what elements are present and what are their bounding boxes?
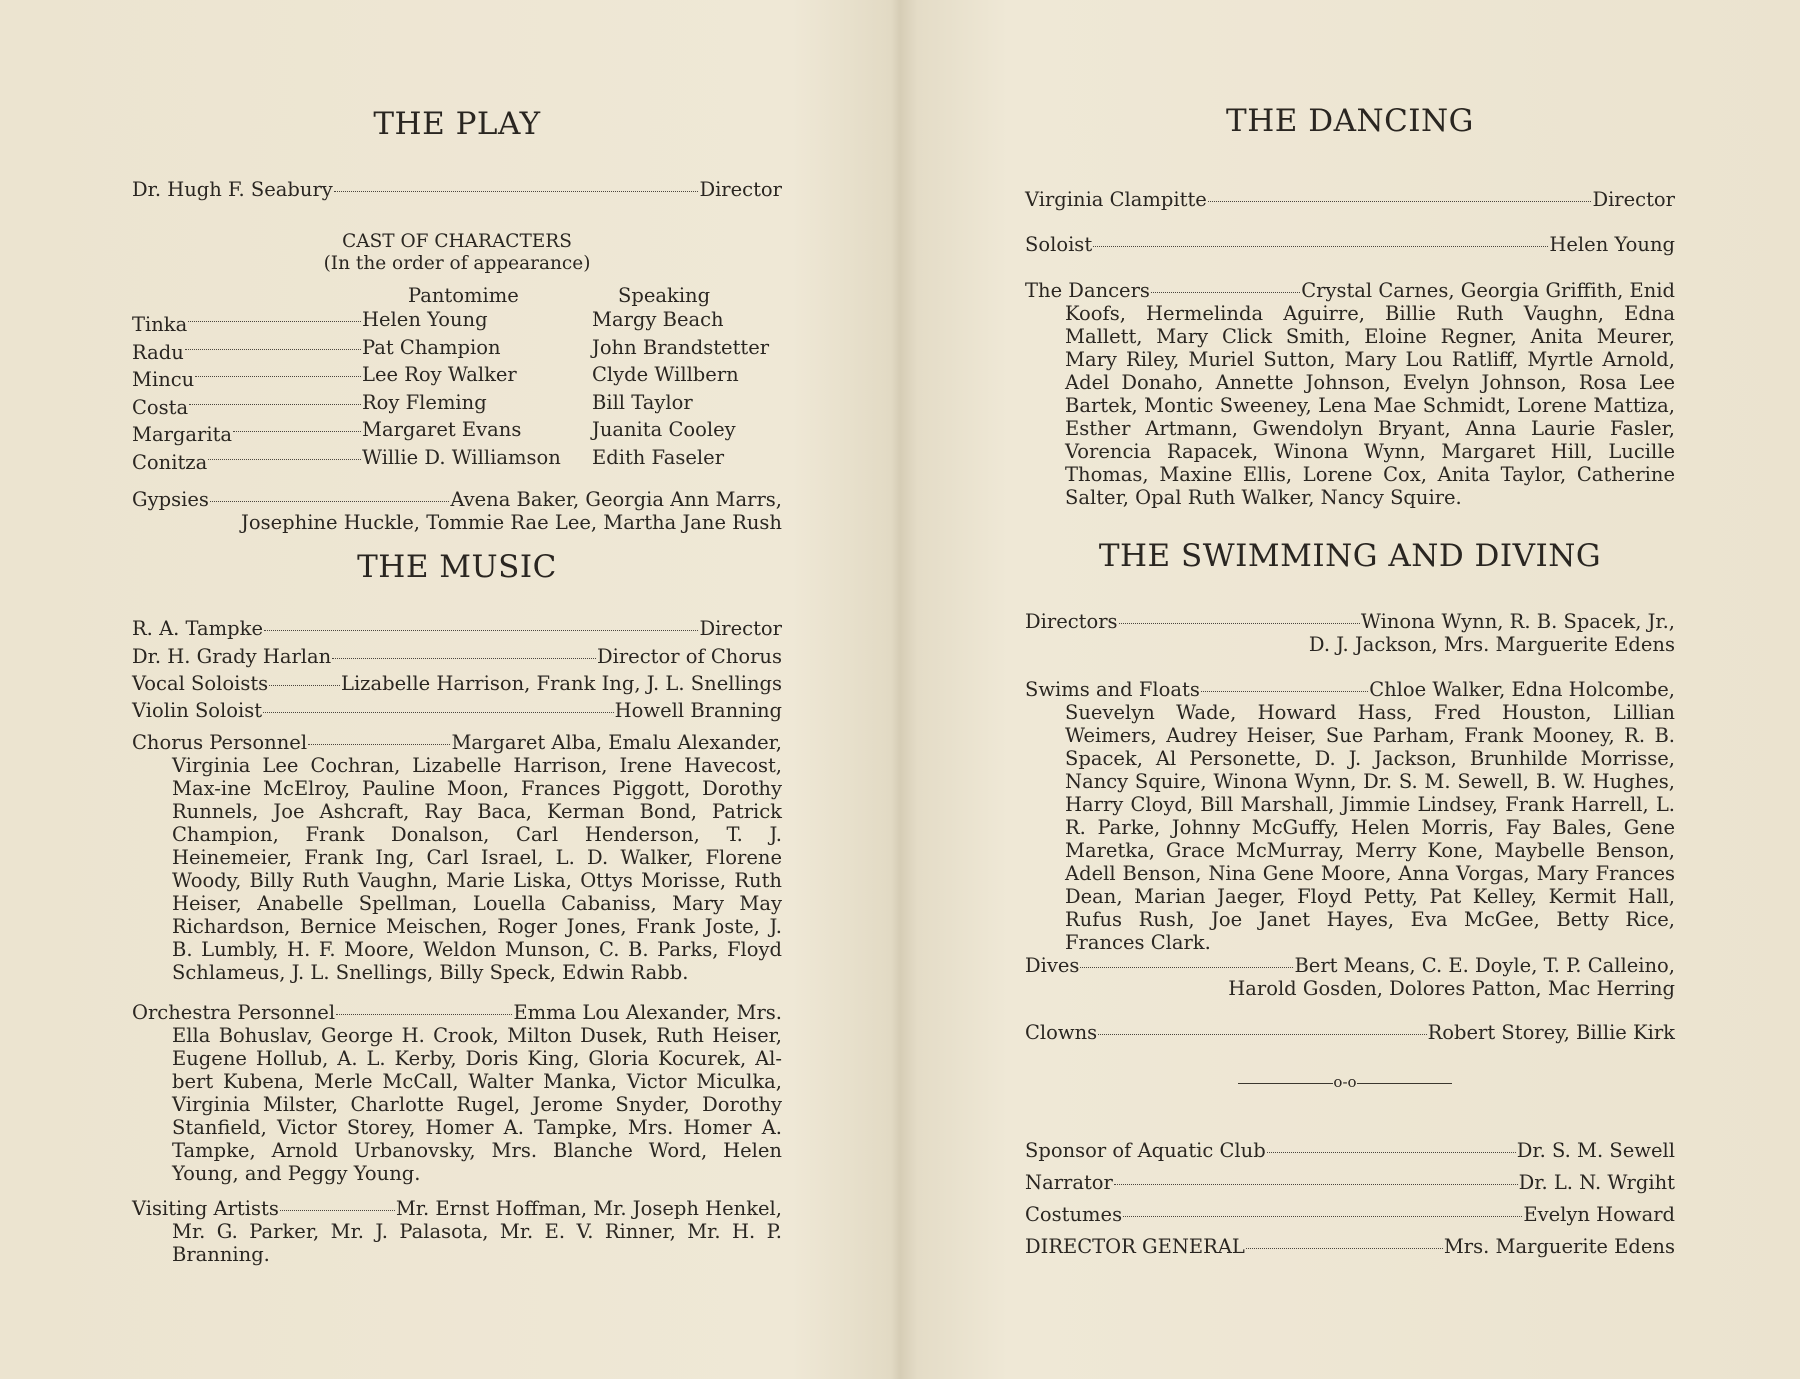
clowns-value: Robert Storey, Billie Kirk (1427, 1021, 1675, 1044)
dance-row-label: Virginia Clampitte (1025, 188, 1207, 211)
dives-first: Bert Means, C. E. Doyle, T. P. Calleino, (1294, 954, 1675, 977)
cast-role: Radu (132, 340, 184, 364)
leader-dots (1093, 246, 1548, 247)
leader-dots (233, 431, 361, 432)
leader-dots (210, 501, 449, 502)
gypsies-block (132, 488, 782, 534)
music-row (132, 617, 782, 640)
leader-dots (189, 404, 361, 405)
credit-row (1025, 1139, 1675, 1162)
music-row-label: R. A. Tampke (132, 617, 264, 640)
leader-dots (280, 1210, 395, 1211)
music-row-value: Lizabelle Harrison, Frank Ing, J. L. Snellings (341, 672, 782, 695)
play-director-name: Dr. Hugh F. Seabury (132, 178, 333, 201)
leader-dots (1246, 1248, 1443, 1249)
leader-dots (332, 658, 596, 659)
leader-dots (208, 459, 361, 460)
chorus-first: Margaret Alba, Emalu Alexander, (451, 731, 782, 754)
credit-row-label: Narrator (1025, 1171, 1113, 1194)
cast-role: Margarita (132, 423, 233, 446)
leader-dots (263, 712, 614, 713)
music-row-value: Howell Branning (614, 699, 782, 722)
dancing-heading: THE DANCING (1226, 103, 1474, 139)
music-heading: THE MUSIC (357, 549, 557, 585)
cast-pantomime: Helen Young (362, 308, 488, 331)
play-heading: THE PLAY (373, 106, 541, 142)
cast-role: Mincu (132, 368, 195, 391)
music-row (132, 645, 782, 668)
leader-dots (308, 744, 450, 745)
leader-dots (1208, 201, 1592, 202)
cast-speaking: Margy Beach (592, 308, 724, 331)
clowns-row (1025, 1021, 1675, 1044)
credit-row-value: Evelyn Howard (1523, 1203, 1675, 1226)
gypsies-line2: Josephine Huckle, Tommie Rae Lee, Martha Jane Rush (241, 511, 782, 534)
dancers-block (1025, 279, 1675, 509)
leader-dots (336, 1014, 512, 1015)
dance-row (1025, 188, 1675, 211)
cast-speaking: John Brandstetter (592, 335, 770, 359)
swims-names: Suevelyn Wade, Howard Hass, Fred Houston, Lillian Weimers, Audrey Heiser, Sue Parham, Frank Mooney, R. B. Spacek, Al Personette, D. J. Jackson, Brunhilde Morrisse, Nancy Squire, Winona Wynn, Dr. S. M. Sewell, B. W. Hughes, Harry Cloyd, Bill Marshall, Jimmie Lindsey, Frank Harrell, L. R. Parke, Johnny McGuffy, Helen Morris, Fay Bales, Gene Maretka, Grace McMurray, Merry Kone, Maybelle Benson, Adell Benson, Nina Gene Moore, Anna Vorgas, Mary Frances Dean, Marian Jaeger, Floyd Petty, Pat Kelley, Kermit Hall, Rufus Rush, Joe Janet Hayes, Eva McGee, Betty Rice, Frances Clark. (1065, 701, 1675, 954)
cast-role: Conitza (132, 450, 208, 474)
directors-first: Winona Wynn, R. B. Spacek, Jr., (1360, 610, 1675, 633)
leader-dots (1098, 1034, 1426, 1035)
leader-dots (185, 349, 361, 350)
dance-row-label: Soloist (1025, 233, 1093, 256)
col-pantomime: Pantomime (408, 284, 519, 307)
swimming-heading: THE SWIMMING AND DIVING (1098, 538, 1602, 574)
credit-row-value: Dr. L. N. Wrgiht (1518, 1171, 1675, 1194)
cast-pantomime: Roy Fleming (362, 390, 487, 414)
music-row-value: Director (699, 617, 782, 640)
credit-row-value: Mrs. Marguerite Edens (1443, 1235, 1675, 1258)
music-row-label: Violin Soloist (132, 699, 263, 722)
directors-names: D. J. Jackson, Mrs. Marguerite Edens (1308, 633, 1675, 656)
clowns-label: Clowns (1025, 1021, 1098, 1044)
dance-row-value: Director (1592, 188, 1675, 211)
dancers-label: The Dancers (1025, 279, 1150, 302)
leader-dots (1114, 1184, 1518, 1185)
chorus-names: Virginia Lee Cochran, Lizabelle Harrison, Irene Havecost, Max-ine McElroy, Pauline Moon, Frances Piggott, Dorothy Runnels, Joe Ashcraft, Ray Baca, Kerman Bond, Patrick Champion, Frank Donalson, Carl Henderson, T. J. Heinemeier, Frank Ing, Carl Israel, L. D. Walker, Florene Woody, Billy Ruth Vaughn, Marie Liska, Ottys Morisse, Ruth Heiser, Anabelle Spellman, Louella Cabaniss, Mary May Richardson, Bernice Meischen, Roger Jones, Frank Joste, J. B. Lumbly, H. F. Moore, Weldon Munson, C. B. Parks, Floyd Schlameus, J. L. Snellings, Billy Speck, Edwin Rabb. (172, 754, 782, 984)
leader-dots (1151, 292, 1300, 293)
swims-first: Chloe Walker, Edna Holcombe, (1369, 678, 1675, 701)
cast-role: Tinka (132, 313, 188, 336)
credit-row (1025, 1171, 1675, 1194)
credit-row (1025, 1203, 1675, 1226)
music-row-label: Dr. H. Grady Harlan (132, 645, 332, 668)
dancers-names: Koofs, Hermelinda Aguirre, Billie Ruth Vaughn, Edna Mallett, Mary Click Smith, Eloine Regner, Anita Meurer, Mary Riley, Muriel Sutton, Mary Lou Ratliff, Myrtle Arnold, Adel Donaho, Annette Johnson, Evelyn Johnson, Rosa Lee Bartek, Montic Sweeney, Lena Mae Schmidt, Lorene Mattiza, Esther Artmann, Gwendolyn Bryant, Anna Laurie Fasler, Vorencia Rapacek, Winona Wynn, Margaret Hill, Lucille Thomas, Maxine Ellis, Lorene Cox, Anita Taylor, Catherine Salter, Opal Ruth Walker, Nancy Squire. (1065, 302, 1675, 509)
orchestra-first: Emma Lou Alexander, Mrs. (513, 1001, 782, 1024)
swims-block (1025, 678, 1675, 954)
leader-dots (269, 685, 340, 686)
visiting-names: Mr. G. Parker, Mr. J. Palasota, Mr. E. V. Rinner, Mr. H. P. Branning. (172, 1220, 782, 1266)
leader-dots (195, 376, 361, 377)
leader-dots (1119, 623, 1360, 624)
credit-row (1025, 1235, 1675, 1258)
cast-heading: CAST OF CHARACTERS (342, 231, 572, 252)
swims-label: Swims and Floats (1025, 678, 1200, 701)
visiting-label: Visiting Artists (132, 1197, 279, 1220)
leader-dots (1267, 1152, 1516, 1153)
dives-block (1025, 954, 1675, 1000)
credit-row-label: Costumes (1025, 1203, 1123, 1226)
cast-pantomime: Margaret Evans (362, 418, 522, 441)
dancers-first: Crystal Carnes, Georgia Griffith, Enid (1301, 279, 1675, 302)
cast-speaking: Edith Faseler (592, 445, 725, 469)
cast-speaking: Bill Taylor (592, 390, 693, 414)
dance-row-value: Helen Young (1549, 233, 1675, 256)
cast-role: Costa (132, 395, 189, 419)
orchestra-block (132, 1001, 782, 1185)
section-divider (1230, 1071, 1460, 1094)
leader-dots (1123, 1216, 1522, 1217)
dives-label: Dives (1025, 954, 1080, 977)
music-row-label: Vocal Soloists (132, 672, 269, 695)
dance-row (1025, 233, 1675, 256)
divider-text: o-o (1333, 1073, 1357, 1091)
music-row (132, 699, 782, 722)
credit-row-value: Dr. S. M. Sewell (1516, 1139, 1675, 1162)
chorus-block (132, 731, 782, 984)
leader-dots (1080, 967, 1293, 968)
directors-label: Directors (1025, 610, 1118, 633)
music-row-value: Director of Chorus (596, 645, 782, 668)
leader-dots (264, 630, 698, 631)
dives-names: Harold Gosden, Dolores Patton, Mac Herring (1228, 977, 1675, 1000)
cast-subheading: (In the order of appearance) (323, 253, 591, 274)
cast-pantomime: Pat Champion (362, 335, 501, 359)
gypsies-label: Gypsies (132, 488, 209, 511)
directors-block (1025, 610, 1675, 656)
visiting-block (132, 1197, 782, 1266)
cast-speaking: Clyde Willbern (592, 363, 739, 386)
orchestra-label: Orchestra Personnel (132, 1001, 336, 1024)
credit-row-label: Sponsor of Aquatic Club (1025, 1139, 1266, 1162)
chorus-label: Chorus Personnel (132, 731, 308, 754)
visiting-first: Mr. Ernst Hoffman, Mr. Joseph Henkel, (395, 1197, 782, 1220)
cast-speaking: Juanita Cooley (592, 418, 736, 441)
play-director-row (132, 178, 782, 201)
cast-pantomime: Lee Roy Walker (362, 363, 517, 386)
play-director-role: Director (699, 178, 782, 201)
leader-dots (188, 321, 361, 322)
orchestra-names: Ella Bohuslav, George H. Crook, Milton Dusek, Ruth Heiser, Eugene Hollub, A. L. Kerby, Doris King, Gloria Kocurek, Al-bert Kubena, Merle McCall, Walter Manka, Victor Miculka, Virginia Milster, Charlotte Rugel, Jerome Snyder, Dorothy Stanfield, Victor Storey, Homer A. Tampke, Mrs. Homer A. Tampke, Arnold Urbanovsky, Mrs. Blanche Word, Helen Young, and Peggy Young. (172, 1024, 782, 1185)
credit-row-label: DIRECTOR GENERAL (1025, 1235, 1245, 1258)
leader-dots (1201, 691, 1368, 692)
cast-pantomime: Willie D. Williamson (362, 445, 561, 469)
right-page (900, 0, 1800, 1379)
col-speaking: Speaking (618, 284, 711, 307)
leader-dots (334, 191, 699, 192)
gypsies-line1: Avena Baker, Georgia Ann Marrs, (450, 488, 782, 511)
music-row (132, 672, 782, 695)
